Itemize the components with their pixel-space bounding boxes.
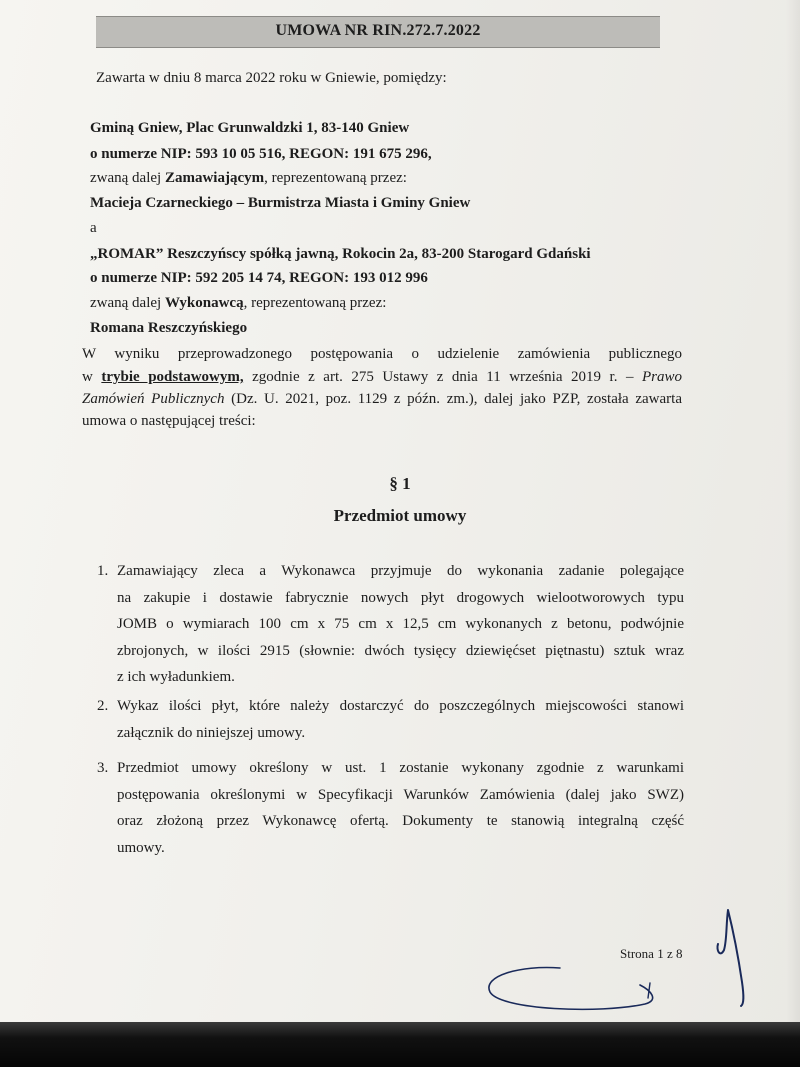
item-text-line: Wykaz ilości płyt, które należy dostarczyć do poszczególnych miejscowości stanowi: [117, 698, 684, 714]
preamble-mode: trybie podstawowym,: [101, 369, 244, 385]
desk-surface: [0, 1022, 800, 1067]
item-text-line: załącznik do niniejszej umowy.: [117, 724, 306, 741]
party2-role-suffix: , reprezentowaną przez:: [243, 295, 387, 311]
party2-role-prefix: zwaną dalej: [90, 295, 165, 311]
item-text-line: JOMB o wymiarach 100 cm x 75 cm x 12,5 cm wykonanych z betonu, podwójnie: [117, 616, 684, 632]
item-text-line: postępowania określonymi w Specyfikacji Warunków Zamówienia (dalej jako SWZ): [117, 786, 684, 803]
item-number: 1.: [97, 563, 109, 579]
contract-title: UMOWA NR RIN.272.7.2022: [275, 22, 481, 39]
preamble-journal-ref: (Dz. U. 2021, poz. 1129 z późn. zm.), dalej jako PZP, została zawarta: [224, 391, 682, 407]
preamble-w: w: [82, 369, 102, 385]
party2-representative: Romana Reszczyńskiego: [90, 320, 248, 336]
preamble-law-ref: zgodnie z art. 275 Ustawy z dnia 11 września 2019 r. –: [243, 369, 642, 385]
item-text-line: umowy.: [117, 839, 165, 856]
party1-representative: Macieja Czarneckiego – Burmistrza Miasta i Gminy Gniew: [90, 195, 471, 211]
page-footer: Strona 1 z 8: [620, 946, 683, 961]
preamble-line-4: umowa o następującej treści:: [82, 413, 256, 429]
party1-role-prefix: zwaną dalej: [90, 170, 165, 186]
item-text-line: na zakupie i dostawie fabrycznie nowych płyt drogowych wielootworowych typu: [117, 589, 684, 606]
item-text-line: Zamawiający zleca a Wykonawca przyjmuje do wykonania zadanie polegające: [117, 563, 684, 579]
party2-ids: o numerze NIP: 592 205 14 74, REGON: 193 012 996: [90, 270, 428, 286]
item-text-line: oraz złożoną przez Wykonawcę ofertą. Dokumenty te stanowią integralną część: [117, 813, 684, 829]
party1-role-suffix: , reprezentowaną przez:: [264, 170, 407, 186]
section-title: Przedmiot umowy: [333, 506, 467, 525]
party1-ids: o numerze NIP: 593 10 05 516, REGON: 191 675 296,: [90, 146, 432, 162]
section-number: § 1: [389, 474, 411, 493]
conjunction: a: [90, 220, 97, 236]
item-text-line: zbrojonych, w ilości 2915 (słownie: dwóch tysięcy dziewięćset piętnastu) sztuk wraz: [117, 642, 684, 659]
signature-loop: [489, 968, 653, 1010]
preamble-law-name-cont: Zamówień Publicznych: [82, 391, 225, 407]
signature-tick: [648, 983, 650, 998]
preamble-line-1: W wyniku przeprowadzonego postępowania o udzielenie zamówienia publicznego: [82, 346, 682, 362]
party1-name: Gminą Gniew, Plac Grunwaldzki 1, 83-140 Gniew: [90, 120, 410, 136]
item-number: 2.: [97, 698, 109, 714]
party1-role-name: Zamawiającym: [164, 170, 265, 186]
party2-role-name: Wykonawcą: [164, 295, 244, 311]
party2-name: „ROMAR” Reszczyńscy spółką jawną, Rokocin 2a, 83-200 Starogard Gdański: [90, 246, 591, 262]
signature-right: [717, 910, 743, 1006]
item-number: 3.: [97, 760, 109, 776]
item-text-line: Przedmiot umowy określony w ust. 1 zostanie wykonany zgodnie z warunkami: [117, 760, 684, 776]
item-text-line: z ich wyładunkiem.: [117, 669, 235, 685]
intro-line: Zawarta w dniu 8 marca 2022 roku w Gniewie, pomiędzy:: [96, 70, 447, 86]
preamble-law-name: Prawo: [641, 369, 682, 385]
